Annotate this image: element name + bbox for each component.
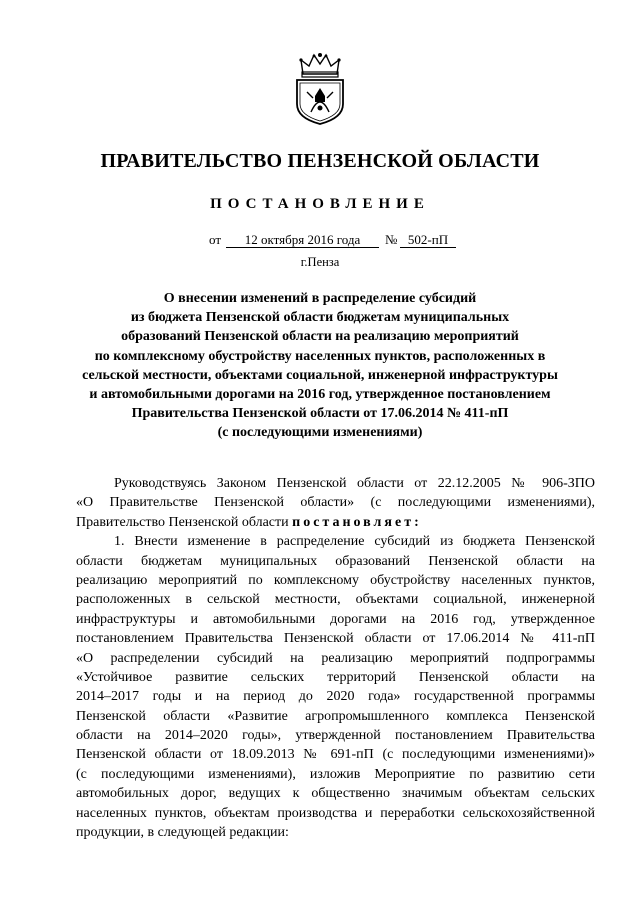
document-date: 12 октября 2016 года bbox=[226, 232, 379, 248]
number-label: № bbox=[385, 232, 398, 247]
heading-line: по комплексному обустройству населенных пунктов, расположенных в bbox=[94, 348, 546, 364]
body-line: инфраструктуры и автомобильными дорогами на 2016 год, утвержденное bbox=[76, 611, 595, 627]
body-line: реализацию мероприятий по комплексному обустройству населенных пунктов, bbox=[76, 572, 595, 588]
body-line: 1. Внести изменение в распределение субсидий из бюджета Пензенской bbox=[114, 534, 595, 550]
date-label: от bbox=[209, 232, 222, 247]
body-line: Руководствуясь Законом Пензенской области от 22.12.2005 № 906-ЗПО bbox=[114, 476, 595, 491]
government-title: ПРАВИТЕЛЬСТВО ПЕНЗЕНСКОЙ ОБЛАСТИ bbox=[100, 150, 540, 172]
body-line: автомобильных дорог, ведущих к общественно значимым объектам сельских bbox=[76, 786, 595, 802]
body-line: населенных пунктов, объектам производства и переработки сельскохозяйственной bbox=[76, 805, 595, 821]
document-number: 502-пП bbox=[400, 232, 456, 248]
body-line: «О Правительстве Пензенской области» (с последующими изменениями), bbox=[76, 495, 595, 511]
body-line: Пензенской области «Развитие агропромышленного комплекса Пензенской bbox=[76, 708, 595, 724]
document-body bbox=[76, 474, 595, 842]
body-line: «Устойчивое развитие сельских территорий Пензенской области на bbox=[76, 669, 595, 685]
heading-line: О внесении изменений в распределение субсидий bbox=[163, 291, 477, 306]
body-line: продукции, в следующей редакции: bbox=[76, 825, 289, 841]
heading-line: (с последующими изменениями) bbox=[217, 425, 423, 441]
body-line: 2014–2017 годы и на период до 2020 года» государственной программы bbox=[76, 689, 595, 705]
heading-line: из бюджета Пензенской области бюджетам муниципальных bbox=[130, 310, 510, 326]
body-line: области на 2014–2020 годы», утвержденной постановлением Правительства bbox=[76, 728, 595, 744]
document-type: ПОСТАНОВЛЕНИЕ bbox=[210, 196, 430, 212]
body-line-prefix: Правительство Пензенской области bbox=[76, 514, 293, 530]
body-line: (с последующими изменениями), изложив Мероприятие по развитию сети bbox=[76, 766, 595, 782]
body-line: «О распределении субсидий на реализацию мероприятий подпрограммы bbox=[76, 650, 595, 666]
body-line: расположенных в сельской местности, объектами социальной, инженерной bbox=[76, 592, 595, 608]
body-line: Пензенской области от 18.09.2013 № 691-пП (с последующими изменениями)» bbox=[76, 747, 595, 763]
body-line: области бюджетам муниципальных образований Пензенской области на bbox=[76, 553, 595, 569]
penza-coat-of-arms-icon bbox=[289, 52, 351, 126]
city: г.Пенза bbox=[300, 255, 340, 269]
body-line bbox=[76, 513, 595, 532]
heading-line: образований Пензенской области на реализацию мероприятий bbox=[121, 329, 519, 345]
heading-line: и автомобильными дорогами на 2016 год, утвержденное постановлением bbox=[89, 387, 551, 403]
resolves-word: постановляет: bbox=[292, 514, 422, 530]
heading-line: Правительства Пензенской области от 17.06.2014 № 411-пП bbox=[131, 406, 509, 422]
heading-line: сельской местности, объектами социальной, инженерной инфраструктуры bbox=[82, 367, 558, 383]
document-heading bbox=[40, 289, 600, 443]
body-line: постановлением Правительства Пензенской области от 17.06.2014 № 411-пП bbox=[76, 631, 595, 647]
